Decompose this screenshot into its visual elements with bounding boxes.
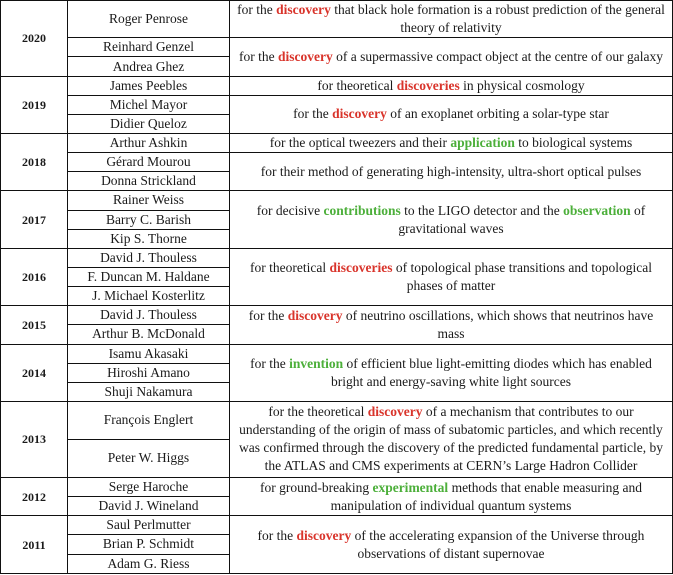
highlight-keyword: discovery [277, 48, 333, 64]
laureate-name: Michel Mayor [68, 95, 230, 114]
laureate-name: Didier Queloz [68, 114, 230, 133]
prize-citation [230, 191, 673, 248]
prize-citation [230, 306, 673, 344]
prize-citation [230, 401, 673, 477]
citation-text: of topological phase transitions and topological phases of matter [392, 260, 652, 294]
highlight-keyword: discovery [276, 2, 331, 18]
prize-citation [230, 477, 673, 515]
citation-text: for the [293, 106, 333, 122]
highlight-keyword: invention [289, 355, 344, 371]
year-cell: 2014 [1, 344, 68, 401]
laureate-name: Donna Strickland [68, 172, 230, 191]
table-row [1, 76, 673, 95]
laureate-name: David J. Wineland [68, 497, 230, 516]
prize-citation [230, 344, 673, 401]
citation-text: that black hole formation is a robust prediction of the general theory of relativity [330, 2, 665, 36]
laureate-name: Reinhard Genzel [68, 38, 230, 57]
citation-text: for the [239, 48, 278, 64]
citation-text: of neutrino oscillations, which shows that neutrinos have mass [342, 307, 654, 341]
highlight-keyword: discovery [367, 404, 423, 420]
prize-citation [230, 1, 673, 38]
citation-text: of gravitational waves [398, 202, 646, 236]
highlight-keyword: observation [563, 202, 631, 218]
citation-text: for the [248, 307, 288, 323]
laureate-name: Adam G. Riess [68, 554, 230, 573]
laureate-name: James Peebles [68, 76, 230, 95]
laureate-name: Shuji Nakamura [68, 382, 230, 401]
table-row [1, 153, 673, 172]
year-cell: 2011 [1, 516, 68, 574]
laureate-name: Kip S. Thorne [68, 229, 230, 248]
prize-citation [230, 95, 673, 133]
highlight-keyword: application [450, 135, 515, 151]
citation-text: for ground-breaking [259, 479, 373, 495]
citation-text: of the accelerating expansion of the Universe through observations of distant supernovae [351, 527, 645, 561]
laureate-name: Rainer Weiss [68, 191, 230, 210]
highlight-keyword: contributions [323, 202, 401, 218]
laureate-name: Brian P. Schmidt [68, 535, 230, 554]
laureate-name: Serge Haroche [68, 477, 230, 496]
citation-text: for theoretical [317, 77, 397, 93]
citation-text: to the LIGO detector and the [400, 202, 564, 218]
citation-text: to biological systems [514, 135, 633, 151]
citation-text: of efficient blue light-emitting diodes which has enabled bright and energy-saving white light sources [330, 355, 652, 389]
table-row [1, 477, 673, 496]
laureate-name: Arthur Ashkin [68, 134, 230, 153]
highlight-keyword: experimental [372, 479, 449, 495]
citation-text: of a supermassive compact object at the centre of our galaxy [332, 48, 663, 64]
highlight-keyword: discoveries [396, 77, 460, 93]
laureate-name: Andrea Ghez [68, 57, 230, 76]
year-cell: 2015 [1, 306, 68, 344]
table-row [1, 95, 673, 114]
year-cell: 2020 [1, 1, 68, 77]
prize-citation [230, 134, 673, 153]
year-cell: 2016 [1, 248, 68, 305]
table-row [1, 516, 673, 535]
citation-text: of an exoplanet orbiting a solar-type star [386, 106, 609, 122]
table-row [1, 401, 673, 439]
laureate-name: Gérard Mourou [68, 153, 230, 172]
laureate-name: François Englert [68, 401, 230, 439]
laureate-name: F. Duncan M. Haldane [68, 267, 230, 286]
highlight-keyword: discovery [332, 106, 387, 122]
citation-text: for theoretical [250, 260, 330, 276]
citation-text: in physical cosmology [459, 77, 585, 93]
highlight-keyword: discovery [296, 527, 352, 543]
citation-text: of a mechanism that contributes to our understanding of the origin of mass of subatomic particles, and which recently was confirmed through the discovery of the predicted fundamental particle, by the ATLAS and CMS experiments at CERN’s Large Hadron Collider [239, 404, 663, 474]
laureate-name: J. Michael Kosterlitz [68, 287, 230, 306]
highlight-keyword: discovery [287, 307, 343, 323]
highlight-keyword: discoveries [329, 260, 393, 276]
citation-text: for the theoretical [268, 404, 368, 420]
prize-citation [230, 76, 673, 95]
year-cell: 2017 [1, 191, 68, 248]
laureate-name: Roger Penrose [68, 1, 230, 38]
table-row [1, 248, 673, 267]
table-row [1, 38, 673, 57]
laureate-name: Peter W. Higgs [68, 439, 230, 477]
citation-text: for decisive [256, 202, 324, 218]
citation-text: for the [237, 2, 277, 18]
laureate-name: David J. Thouless [68, 248, 230, 267]
citation-text: for the [257, 527, 297, 543]
laureate-name: Saul Perlmutter [68, 516, 230, 535]
citation-text: for the optical tweezers and their [269, 135, 451, 151]
table-row [1, 134, 673, 153]
year-cell: 2018 [1, 134, 68, 191]
prize-citation [230, 248, 673, 305]
citation-text: methods that enable measuring and manipulation of individual quantum systems [330, 479, 643, 513]
year-cell: 2019 [1, 76, 68, 133]
prize-citation [230, 38, 673, 76]
table-row [1, 1, 673, 38]
year-cell: 2012 [1, 477, 68, 515]
table-row [1, 191, 673, 210]
citation-text: for their method of generating high-intensity, ultra-short optical pulses [260, 163, 642, 179]
laureate-name: Hiroshi Amano [68, 363, 230, 382]
table-body [1, 1, 673, 574]
laureate-name: Barry C. Barish [68, 210, 230, 229]
table-row [1, 344, 673, 363]
year-cell: 2013 [1, 401, 68, 477]
prize-citation [230, 153, 673, 191]
prize-citation [230, 516, 673, 574]
laureate-name: Arthur B. McDonald [68, 325, 230, 344]
laureate-name: Isamu Akasaki [68, 344, 230, 363]
table-row [1, 306, 673, 325]
citation-text: for the [250, 355, 290, 371]
laureate-name: David J. Thouless [68, 306, 230, 325]
